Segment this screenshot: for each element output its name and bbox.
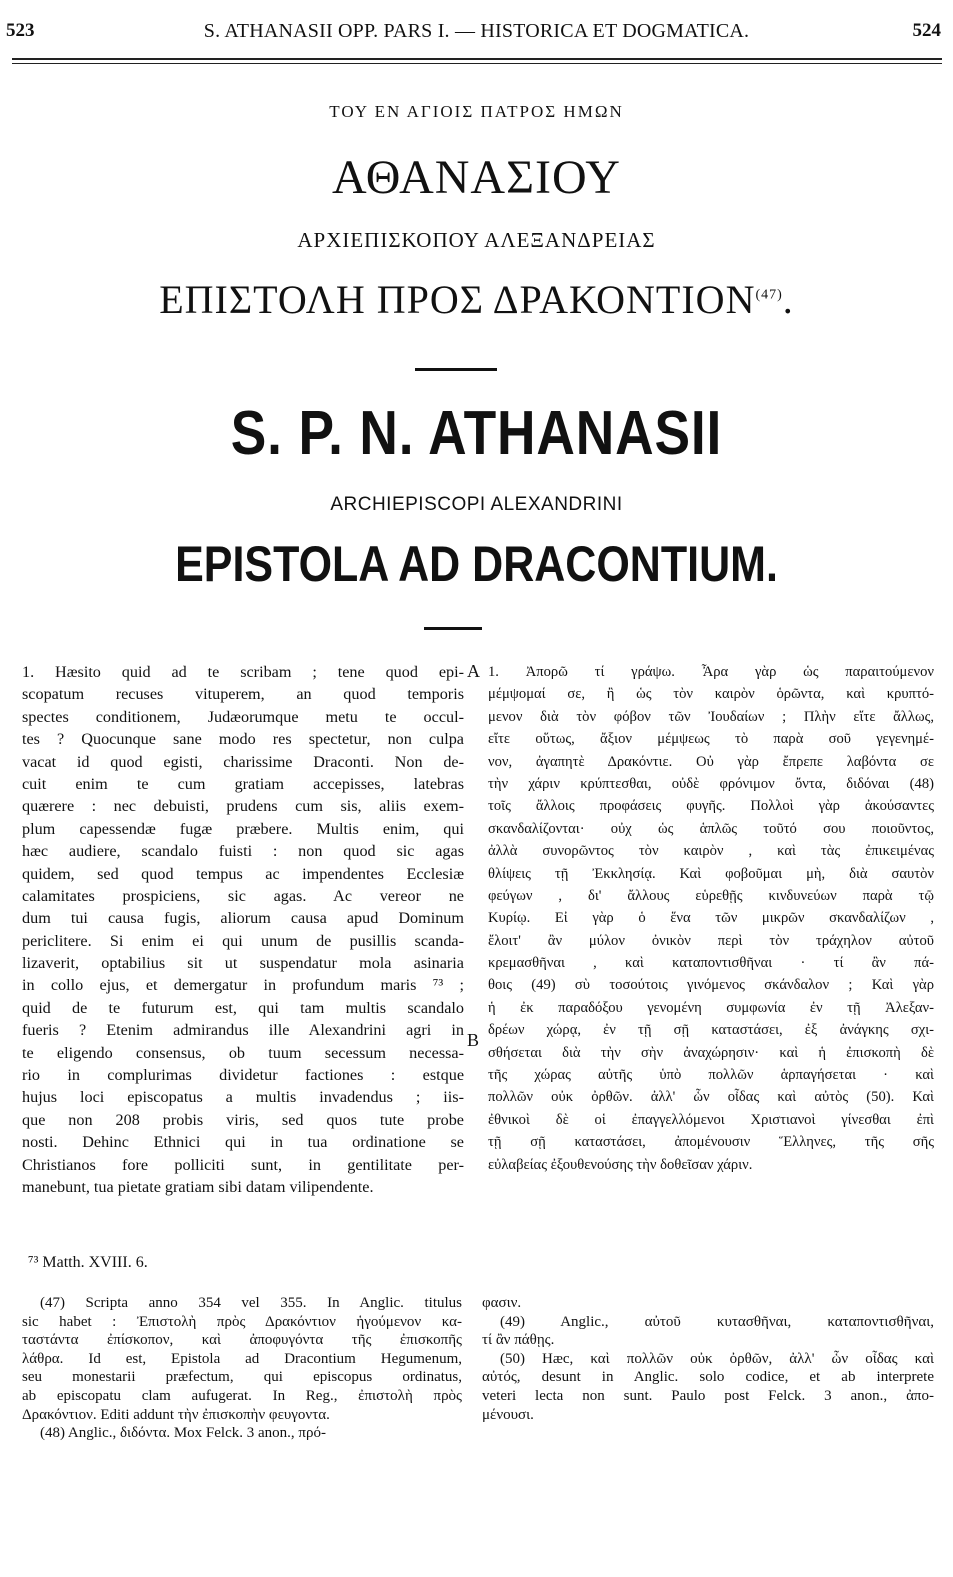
page-number-right: 524 bbox=[912, 20, 941, 41]
latin-text-line: cuit enim te cum gratiam accepisses, latebras bbox=[22, 774, 464, 793]
greek-title-office: ΑΡΧΙΕΠΙΣΚΟΠΟΥ ΑΛΕΞΑΝΔΡΕΙΑΣ bbox=[297, 228, 656, 252]
latin-text-line: manebunt, tua pietate gratiam sibi datam vilipendente. bbox=[22, 1177, 374, 1196]
greek-text-line: εἴτε οὕτως, ἄξιον μέμψεως τὸ παρὰ σοῦ γεγενημέ- bbox=[488, 731, 934, 748]
latin-text-line: calamitates prospiciens, sic agas. Ac vereor ne bbox=[22, 886, 464, 905]
title-divider bbox=[415, 368, 497, 371]
greek-epistle-text: ΕΠΙΣΤΟΛΗ ΠΡΟΣ ΔΡΑΚΟΝΤΙΟΝ bbox=[159, 277, 756, 322]
latin-text-line: fueris ? Etenim admirandus ille Alexandrini agri in bbox=[22, 1021, 464, 1040]
greek-title-epistle bbox=[0, 276, 953, 323]
greek-text-line: σκανδαλίζονται· οὐχ ὡς ἁπλῶς τοῦτό σου ποιοῦντος, bbox=[488, 820, 934, 837]
note-line: αὐτός, desunt in Anglic. solo codice, et ab interprete bbox=[482, 1369, 934, 1386]
margin-marker-a: A bbox=[467, 661, 480, 681]
note-line: μένουσι. bbox=[482, 1406, 534, 1423]
latin-text-line: scopatum recuses vituperem, an quod temporis bbox=[22, 685, 464, 704]
latin-text-column bbox=[22, 661, 464, 1198]
greek-text-column bbox=[488, 661, 934, 1176]
notes-right-column bbox=[482, 1294, 934, 1424]
greek-text-line: τῇ σῇ καταστάσει, ἀπομένουσιν Ἕλληνες, τῆς σῆς bbox=[488, 1134, 934, 1151]
latin-text-line: lizaverit, optabilius sit ut suspendatur mola asinaria bbox=[22, 954, 464, 973]
greek-text-line: τὴν χάριν κρύπτεσθαι, οὐδὲ φρόνιμον ὄντα, διδόναι (48) bbox=[488, 775, 934, 792]
greek-text-line: ἀλλὰ συνορῶντος τὸν καιρὸν , καὶ τὰς ἐπικειμένας bbox=[488, 843, 934, 860]
note-line: (49) Anglic., αὐτοῦ κυτασθῆναι, καταποντισθῆναι, bbox=[500, 1313, 934, 1330]
greek-text-line: ἔλοιτ' ἂν μύλον ὀνικὸν περὶ τὸν τράχηλον αὐτοῦ bbox=[488, 932, 934, 949]
greek-text-line: 1. Ἀπορῶ τί γράψω. Ἆρα γὰρ ὡς παραιτούμενον bbox=[488, 664, 934, 680]
greek-text-line: νον, ἀγαπητὲ Δρακόντιε. Οὐ γὰρ ἔπρεπε λαβόντα σε bbox=[488, 753, 934, 770]
note-line: veteri lecta non sunt. Paulo post Felck. 3 anon., ἀπο- bbox=[482, 1387, 934, 1404]
greek-text-line: μέμψομαί σε, ἢ ὡς τὸν καιρὸν ὁρῶντα, καὶ κρυπτό- bbox=[488, 686, 934, 703]
greek-text-line: φεύγων , δι' ἄλλους εὑρεθῇς κινδυνεύων παρὰ τῷ bbox=[488, 887, 934, 904]
note-line: sic habet : Ἐπιστολὴ πρὸς Δρακόντιον ἡγούμενον κα- bbox=[22, 1313, 462, 1330]
greek-text-line: ἡ ἐκ παραδόξου γενομένη συμφωνία ἐν τῇ Ἀλεξαν- bbox=[488, 999, 934, 1016]
latin-text-line: hujus loci episcopatus a multis invadendus ; iis- bbox=[22, 1088, 464, 1107]
note-line: (50) Hæc, καὶ πολλῶν οὐκ ὀρθῶν, ἀλλ' ὧν οἶδας καὶ bbox=[500, 1350, 934, 1367]
note-line: τί ἂν πάθῃς. bbox=[482, 1332, 555, 1349]
latin-title-office: ARCHIEPISCOPI ALEXANDRINI bbox=[330, 494, 623, 515]
latin-text-line: que non 208 probis viris, sed quos tute probe bbox=[22, 1110, 464, 1129]
greek-epistle-period: . bbox=[782, 277, 794, 322]
greek-text-line: μενον διὰ τὸν φόβον τῶν Ἰουδαίων ; Πλὴν εἴτε ἄλλως, bbox=[488, 708, 934, 725]
note-line: λάθρα. Id est, Epistola ad Dracontium Hegumenum, bbox=[22, 1350, 462, 1367]
latin-text-line: quærere : nec debuisti, prudens cum sis, aliis exem- bbox=[22, 797, 464, 816]
greek-text-line: ἐθνικοὶ δὲ οἱ ἐπαγγελλόμενοι Χριστιανοὶ γίνεσθαι ἐπὶ bbox=[488, 1111, 934, 1128]
note-line: seu monestarii præfectum, qui episcopus ordinatus, bbox=[22, 1369, 462, 1386]
latin-text-line: nosti. Dehinc Ethnici qui in tua ordinatione se bbox=[22, 1133, 464, 1152]
latin-text-line: hæc audiere, scandalo fuisti : non quod sic agas bbox=[22, 842, 464, 861]
title-divider-2 bbox=[424, 627, 482, 630]
greek-text-line: θοις (49) σὺ τοσούτοις γινόμενος σκάνδαλον ; Καὶ γὰρ bbox=[488, 977, 934, 994]
header-rule bbox=[12, 58, 942, 60]
greek-text-line: θλίψεις τῇ Ἐκκλησίᾳ. Καὶ φοβοῦμαι μὴ, διὰ σαυτὸν bbox=[488, 865, 934, 882]
latin-text-line: tes ? Quocunque sane modo res spectetur, non culpa bbox=[22, 730, 464, 749]
running-title: S. ATHANASII OPP. PARS I. — HISTORICA ET DOGMATICA. bbox=[203, 20, 750, 42]
greek-title-author: ΑΘΑΝΑΣΙΟΥ bbox=[332, 151, 621, 204]
greek-text-line: κρεμασθῆναι , καὶ καταποντισθῆναι · τί ἂν πά- bbox=[488, 955, 934, 972]
latin-text-line: plum capessendæ fugæ præbere. Multis enim, qui bbox=[22, 819, 464, 838]
latin-text-line: dum tui causa fugis, aliorum causa apud Dominum bbox=[22, 909, 464, 928]
latin-text-line: te eligendo consensus, ob tuum secessum necessa- bbox=[22, 1043, 464, 1062]
note-line: Δρακόντιον. Editi addunt τὴν ἐπισκοπὴν φευγοντα. bbox=[22, 1406, 330, 1423]
latin-text-line: quidem, sed quod tempus ac impendentes Ecclesiæ bbox=[22, 864, 464, 883]
note-line: (47) Scripta anno 354 vel 355. In Anglic. titulus bbox=[40, 1295, 462, 1311]
margin-marker-b: B bbox=[467, 1030, 480, 1050]
latin-text-line: 1. Hæsito quid ad te scribam ; tene quod epi- bbox=[22, 663, 464, 681]
greek-title-line1: ΤΟΥ ΕΝ ΑΓΙΟΙΣ ΠΑΤΡΟΣ ΗΜΩΝ bbox=[329, 102, 624, 121]
header-rule-thin bbox=[12, 63, 942, 64]
greek-text-line: τοῖς ἄλλοις προφάσεις φυγῆς. Πολλοὶ γὰρ ἀκούσαντες bbox=[488, 798, 934, 815]
latin-text-line: quid de te futurum est, qui tam multis scandalo bbox=[22, 998, 464, 1017]
greek-text-line: σθήσεται διὰ τὴν σὴν ἀναχώρησιν· καὶ ἡ ἐπισκοπὴ δὲ bbox=[488, 1044, 934, 1061]
running-header bbox=[0, 18, 953, 48]
greek-text-line: εὐλαβείας ἐξουθενούσης τὴν δοθεῖσαν χάριν. bbox=[488, 1156, 753, 1173]
greek-text-line: πολλῶν οὐκ ὀρθῶν. ἀλλ' ὧν οἶδας καὶ αὐτὸς (50). Καὶ bbox=[488, 1089, 934, 1106]
latin-text-line: periclitere. Si enim ei qui unum de pusillis scanda- bbox=[22, 931, 464, 950]
note-line: ab episcopatu clam aufugerat. In Reg., ἐπιστολὴ πρὸς bbox=[22, 1387, 462, 1404]
note-line: φασιν. bbox=[482, 1295, 522, 1311]
latin-text-line: in collo ejus, et demergatur in profundum maris ⁷³ ; bbox=[22, 976, 464, 995]
page-number-left: 523 bbox=[6, 20, 35, 41]
greek-text-line: Κυρίῳ. Εἰ γὰρ ὁ ἕνα τῶν μικρῶν σκανδαλίζων , bbox=[488, 910, 934, 927]
latin-title-author: S. P. N. ATHANASII bbox=[230, 399, 723, 468]
greek-text-line: τῆς χώρας αὐτῆς ὑπὸ πολλῶν ἁρπαγήσεται · καὶ bbox=[488, 1067, 934, 1084]
note-line: (48) Anglic., διδόντα. Mox Felck. 3 anon., πρό- bbox=[40, 1425, 326, 1442]
latin-text-line: spectes conditionem, Judæorumque metu te occul- bbox=[22, 707, 464, 726]
latin-text-line: rio in complurimas dividetur factiones : estque bbox=[22, 1066, 464, 1085]
note-ref-47: (47) bbox=[755, 287, 783, 303]
latin-text-line: Christianos fore polliciti sunt, in gentilitate per- bbox=[22, 1155, 464, 1174]
latin-text-line: vacat id quod egisti, charissime Draconti. Non de- bbox=[22, 752, 464, 771]
greek-text-line: δρέων χώρᾳ, ἐν τῇ σῇ καταστάσει, ἐξ ἀνάγκης σχι- bbox=[488, 1022, 934, 1039]
latin-title-epistle: EPISTOLA AD DRACONTIUM. bbox=[175, 536, 778, 592]
note-line: ταστάντα ἐπίσκοπον, καὶ ἀποφυγόντα τῆς ἐπισκοπῆς bbox=[22, 1332, 462, 1349]
notes-left-column bbox=[22, 1294, 462, 1443]
footnote-73: ⁷³ Matth. XVIII. 6. bbox=[28, 1254, 148, 1271]
